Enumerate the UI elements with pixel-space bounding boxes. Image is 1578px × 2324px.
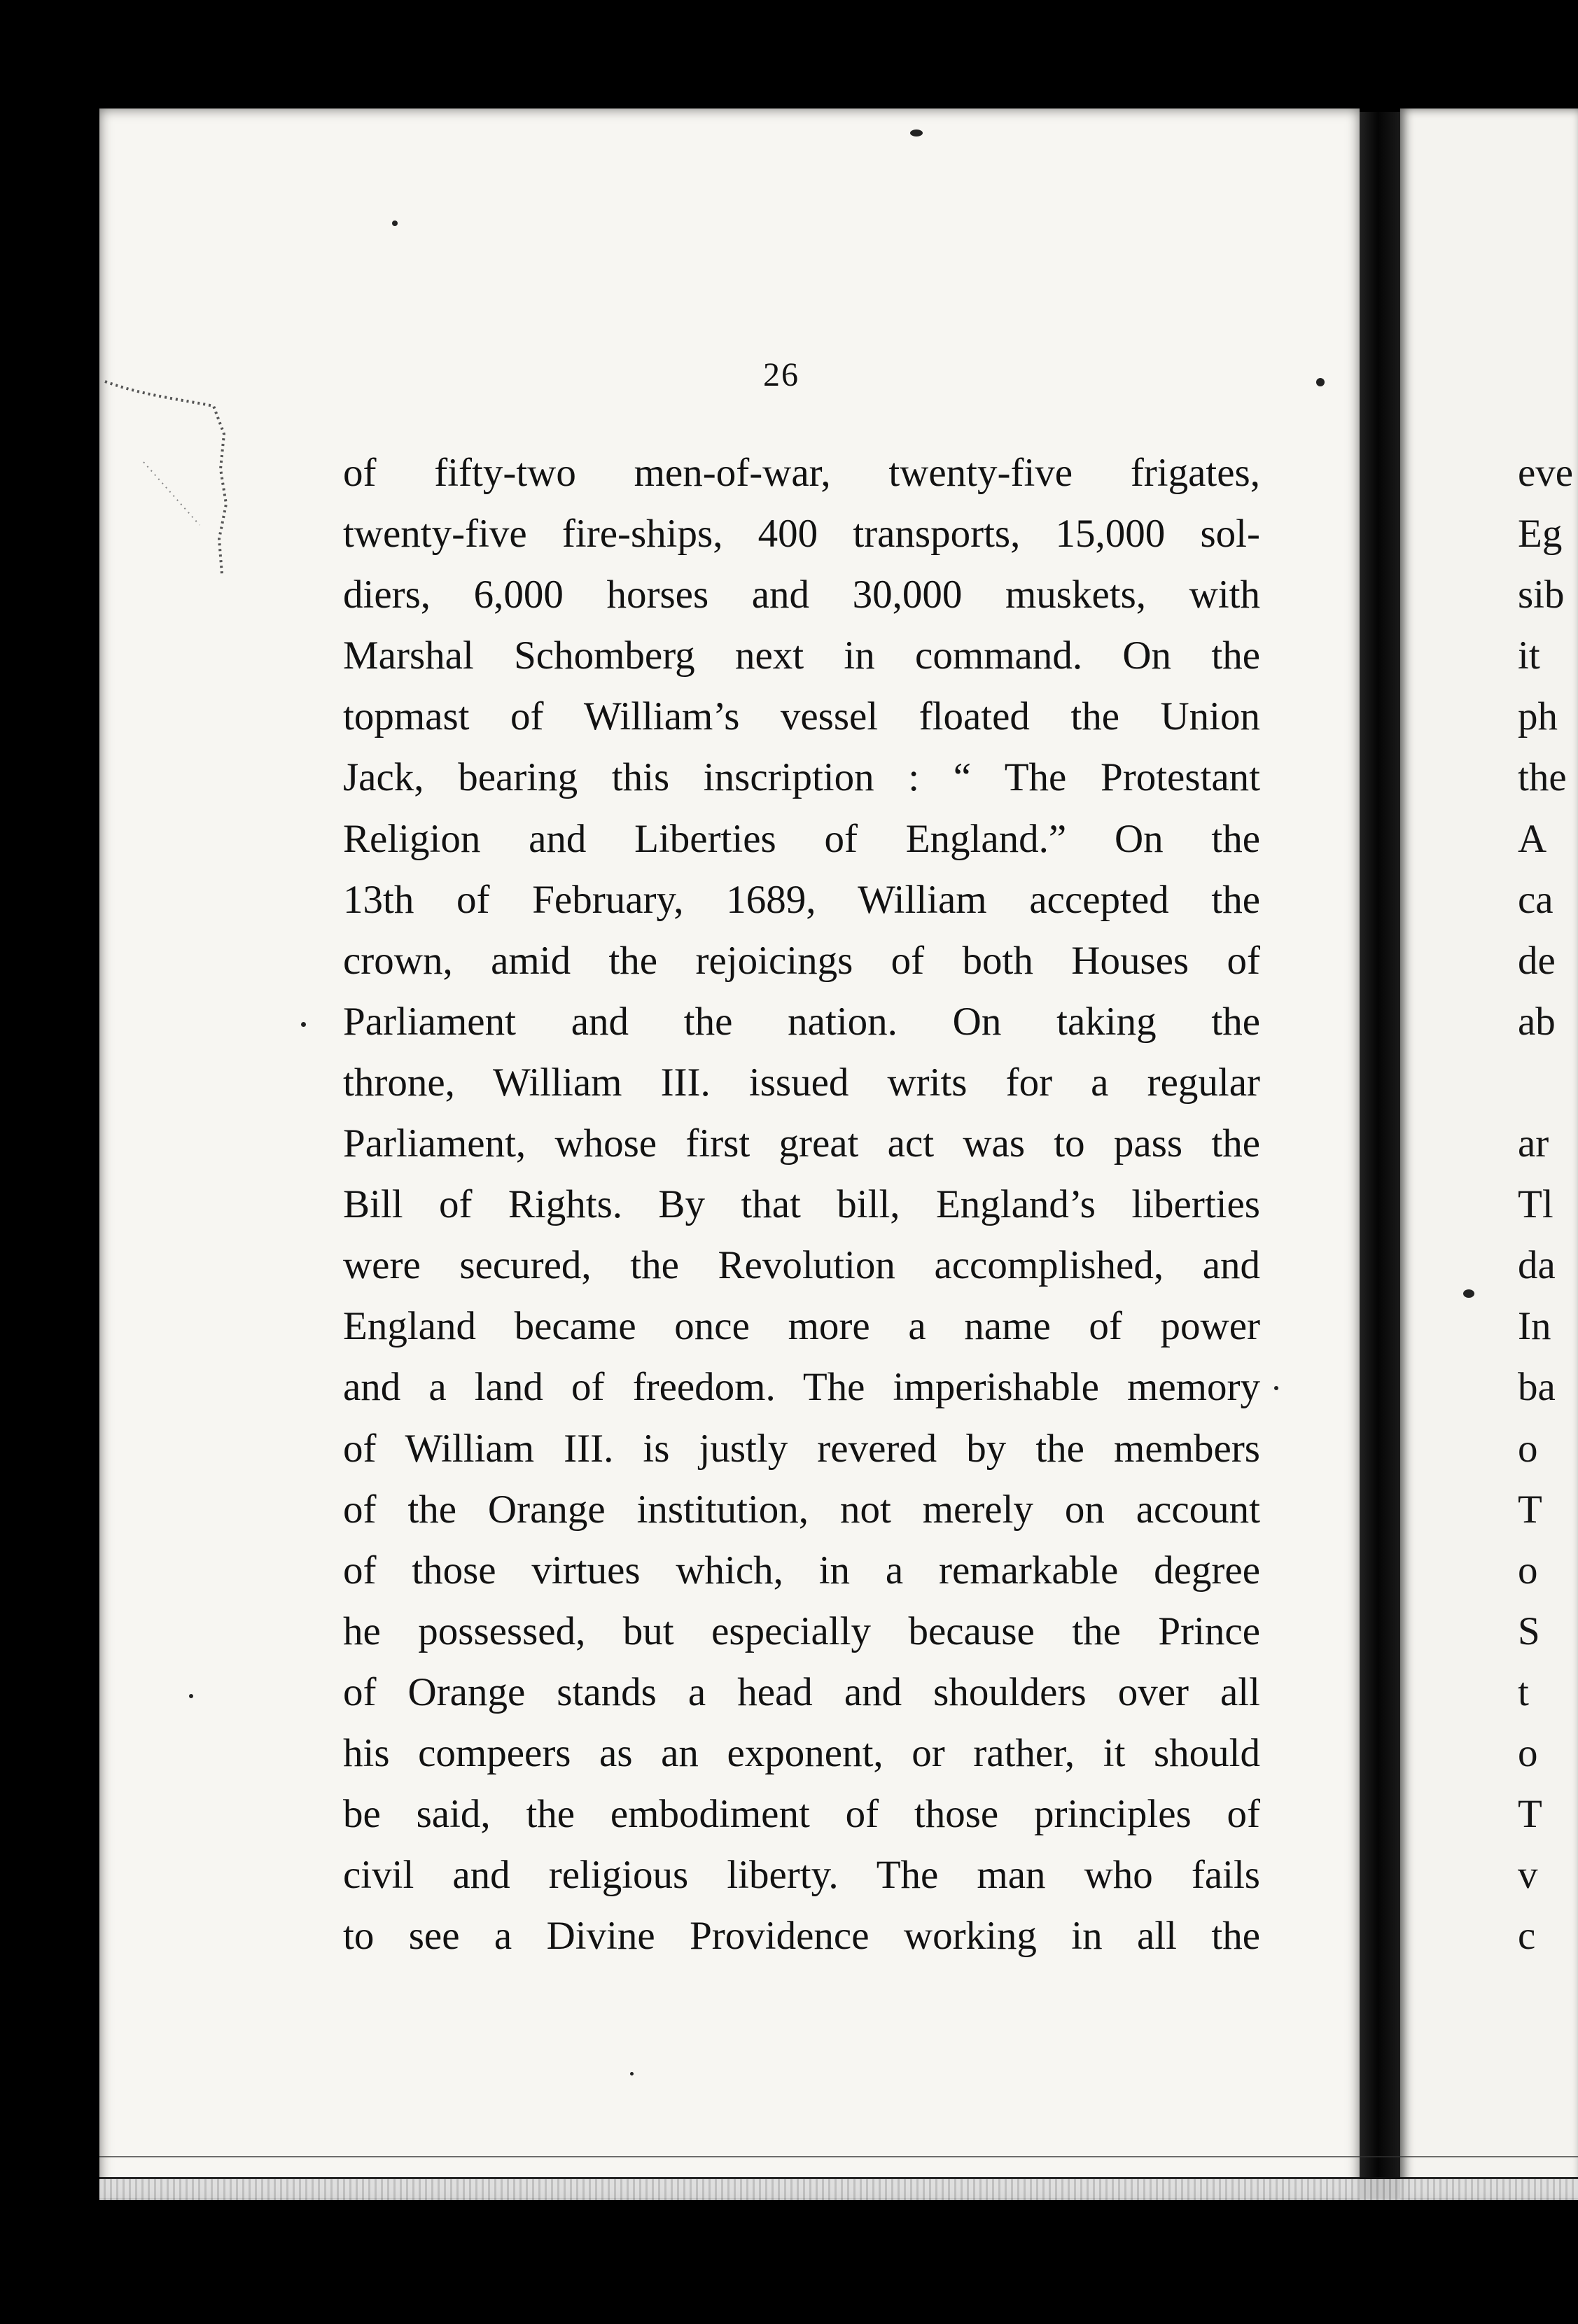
text-line: Parliament, whose first great act was to pass the [343, 1121, 1260, 1166]
text-line: Religion and Liberties of England.” On the [343, 816, 1260, 861]
text-line: of William III. is justly revered by the members [343, 1426, 1260, 1471]
page-number: 26 [763, 356, 800, 393]
text-line: throne, William III. issued writs for a regular [343, 1060, 1260, 1105]
facing-fragment: v [1518, 1853, 1538, 1898]
facing-fragment: ar [1518, 1121, 1549, 1166]
facing-fragment: c [1518, 1914, 1536, 1959]
facing-fragment: it [1518, 634, 1540, 678]
text-line: topmast of William’s vessel floated the Union [343, 694, 1260, 739]
text-line: of fifty-two men-of-war, twenty-five frigates, [343, 451, 1260, 495]
text-line: Bill of Rights. By that bill, England’s liberties [343, 1182, 1260, 1227]
text-line: of Orange stands a head and shoulders over all [343, 1670, 1260, 1714]
scan-bottom-edge [99, 2177, 1578, 2200]
facing-fragment: sib [1518, 573, 1565, 617]
scan-speck [910, 130, 923, 136]
scan-speck [189, 1694, 193, 1698]
text-line: England became once more a name of power [343, 1304, 1260, 1349]
book-gutter [1360, 112, 1400, 2198]
margin-bracket-mark [102, 378, 228, 581]
text-line: Parliament and the nation. On taking the [343, 999, 1260, 1044]
facing-fragment: eve [1518, 451, 1574, 495]
facing-fragment: T [1518, 1792, 1542, 1837]
text-line: be said, the embodiment of those principles of [343, 1792, 1260, 1837]
text-line: Jack, bearing this inscription : “ The Protestant [343, 755, 1260, 800]
text-line: and a land of freedom. The imperishable memory [343, 1365, 1260, 1410]
facing-fragment: In [1518, 1304, 1551, 1349]
scan-speck [1463, 1289, 1474, 1298]
facing-fragment: T [1518, 1487, 1542, 1532]
facing-fragment: o [1518, 1426, 1538, 1471]
text-line: were secured, the Revolution accomplished, and [343, 1243, 1260, 1288]
text-line: his compeers as an exponent, or rather, it should [343, 1730, 1260, 1775]
scan-speck [301, 1022, 306, 1027]
scan-speck [1274, 1386, 1278, 1390]
facing-page-text [1518, 442, 1573, 1966]
facing-fragment: ab [1518, 999, 1556, 1044]
scan-speck [392, 220, 398, 226]
facing-fragment: de [1518, 938, 1556, 983]
text-line: diers, 6,000 horses and 30,000 muskets, with [343, 573, 1260, 617]
text-line: civil and religious liberty. The man who fails [343, 1853, 1260, 1898]
scan-edge-rule [99, 2156, 1578, 2157]
facing-fragment: o [1518, 1548, 1538, 1592]
facing-fragment: da [1518, 1243, 1556, 1288]
scan-speck [1316, 378, 1325, 386]
text-line: Marshal Schomberg next in command. On the [343, 634, 1260, 678]
facing-fragment: Tl [1518, 1182, 1553, 1227]
facing-fragment: ba [1518, 1365, 1556, 1410]
text-line: crown, amid the rejoicings of both Houses of [343, 938, 1260, 983]
facing-paragraph-gap [1518, 1052, 1573, 1113]
facing-fragment: o [1518, 1730, 1538, 1775]
facing-fragment: ph [1518, 694, 1558, 739]
text-line: he possessed, but especially because the Prince [343, 1609, 1260, 1653]
facing-fragment: A [1518, 816, 1547, 861]
text-line: twenty-five fire-ships, 400 transports, 15,000 sol- [343, 512, 1260, 556]
facing-fragment: Eg [1518, 512, 1563, 556]
text-line: of the Orange institution, not merely on account [343, 1487, 1260, 1532]
text-line: of those virtues which, in a remarkable degree [343, 1548, 1260, 1592]
scan-speck [630, 2072, 634, 2076]
page-body [343, 442, 1260, 1966]
text-line: to see a Divine Providence working in all the [343, 1914, 1260, 1959]
facing-fragment: S [1518, 1609, 1540, 1653]
facing-fragment: the [1518, 755, 1567, 800]
text-line: 13th of February, 1689, William accepted the [343, 877, 1260, 922]
facing-fragment: ca [1518, 877, 1553, 922]
facing-fragment: t [1518, 1670, 1529, 1714]
